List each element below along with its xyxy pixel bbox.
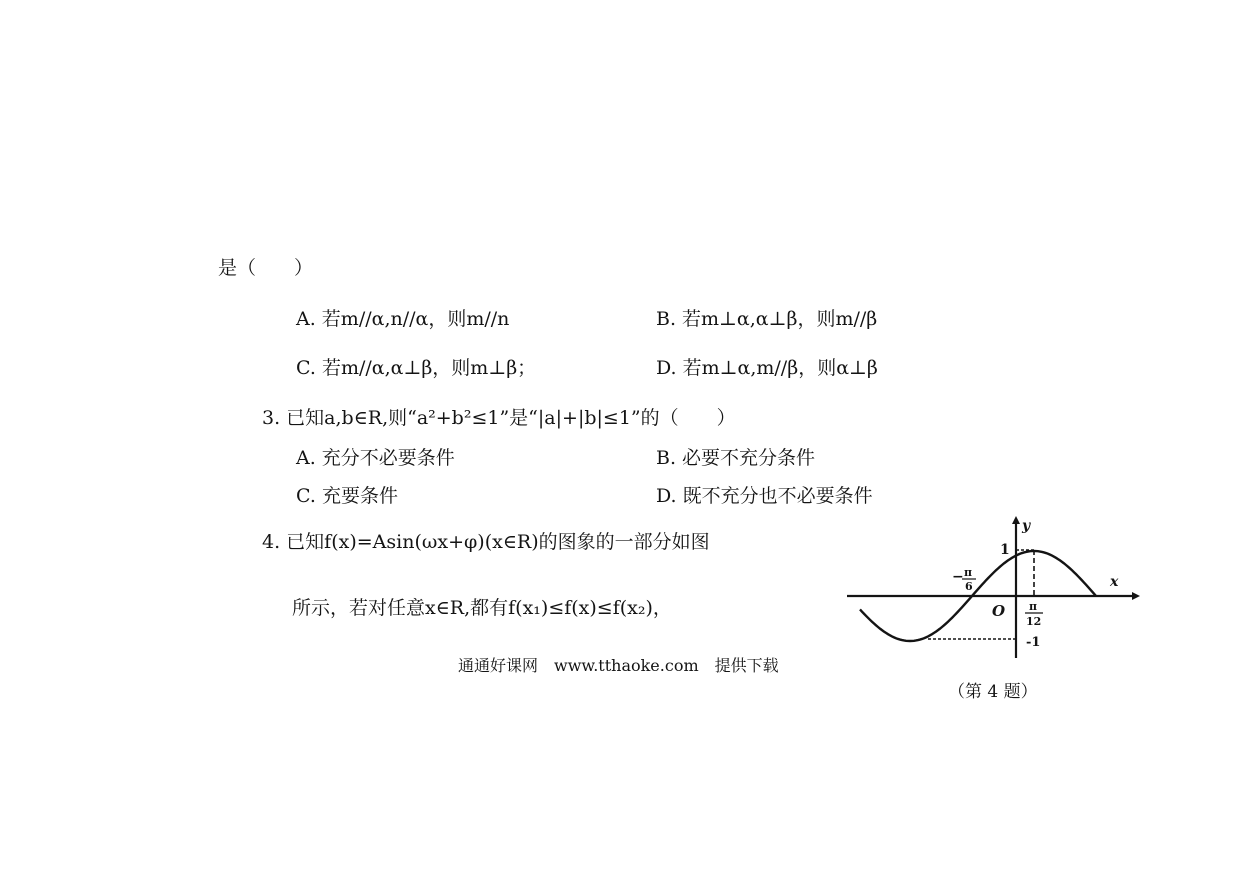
y-min-label: -1: [1026, 635, 1041, 650]
q2-option-a: A. 若m//α,n//α，则m//n: [296, 308, 510, 330]
figure-caption: （第 4 题）: [948, 682, 1038, 702]
origin-label: O: [992, 602, 1006, 620]
x-axis-arrow-icon: [1132, 592, 1140, 600]
q2-stem-tail: 是（ ）: [218, 257, 314, 279]
left-tick-sign: −: [952, 569, 964, 585]
q4-stem-line1: 4. 已知f(x)=Asin(ωx+φ)(x∈R)的图象的一部分如图: [262, 531, 710, 553]
q3-option-d: D. 既不充分也不必要条件: [656, 485, 873, 507]
q3-option-c: C. 充要条件: [296, 485, 398, 507]
q2-option-b: B. 若m⊥α,α⊥β，则m//β: [656, 308, 878, 330]
q2-option-d: D. 若m⊥α,m//β，则α⊥β: [656, 357, 878, 379]
left-tick-numerator: π: [964, 566, 973, 579]
q2-option-c: C. 若m//α,α⊥β，则m⊥β；: [296, 357, 537, 379]
q4-stem-line2: 所示，若对任意x∈R,都有f(x₁)≤f(x)≤f(x₂)，: [292, 597, 672, 619]
y-max-label: 1: [1000, 542, 1010, 558]
q3-option-b: B. 必要不充分条件: [656, 447, 816, 469]
right-tick-numerator: π: [1029, 600, 1038, 613]
left-tick-denominator: 6: [965, 580, 973, 593]
y-axis-arrow-icon: [1012, 516, 1020, 524]
footer-credit: 通通好课网 www.tthaoke.com 提供下载: [458, 656, 779, 675]
sine-graph: [842, 512, 1142, 662]
right-tick-denominator: 12: [1026, 615, 1042, 628]
q3-option-a: A. 充分不必要条件: [296, 447, 455, 469]
q3-stem: 3. 已知a,b∈R,则“a²+b²≤1”是“|a|+|b|≤1”的（ ）: [262, 407, 736, 429]
y-axis-label: y: [1022, 518, 1031, 534]
x-axis-label: x: [1110, 574, 1119, 590]
